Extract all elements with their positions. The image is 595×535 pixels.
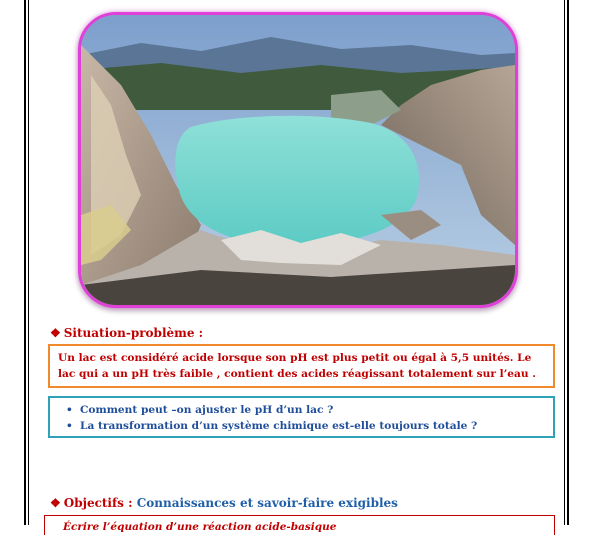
questions-box	[48, 396, 555, 438]
page-frame-left-inner	[28, 0, 29, 525]
page-frame-left	[24, 0, 26, 525]
crater-lake-photo	[78, 12, 518, 308]
objectifs-heading	[50, 496, 398, 510]
questions-list	[64, 402, 545, 434]
diamond-bullet-icon: ❖	[50, 326, 61, 340]
question-item: • Comment peut –on ajuster le pH d’un lac ?	[64, 402, 545, 418]
diamond-bullet-icon: ❖	[50, 496, 61, 510]
situation-text: Un lac est considéré acide lorsque son pH est plus petit ou égal à 5,5 unités. Le lac qui a un pH très faible , contient des acides réagissant totalement sur l’eau .	[58, 352, 536, 380]
question-item: • La transformation d’un système chimique est-elle toujours totale ?	[64, 418, 545, 434]
crater-lake-illustration	[81, 15, 515, 305]
objectifs-subtitle: Connaissances et savoir-faire exigibles	[136, 496, 398, 510]
situation-title: Situation-problème :	[63, 326, 204, 340]
page-frame-right-inner	[564, 0, 565, 525]
objectifs-title: Objectifs :	[63, 496, 133, 510]
objectifs-box	[44, 515, 555, 535]
page-frame-right	[567, 0, 569, 525]
objectifs-first-item: Écrire l’équation d’une réaction acide-basique	[63, 521, 337, 533]
situation-heading	[50, 326, 203, 340]
situation-box	[48, 344, 555, 388]
